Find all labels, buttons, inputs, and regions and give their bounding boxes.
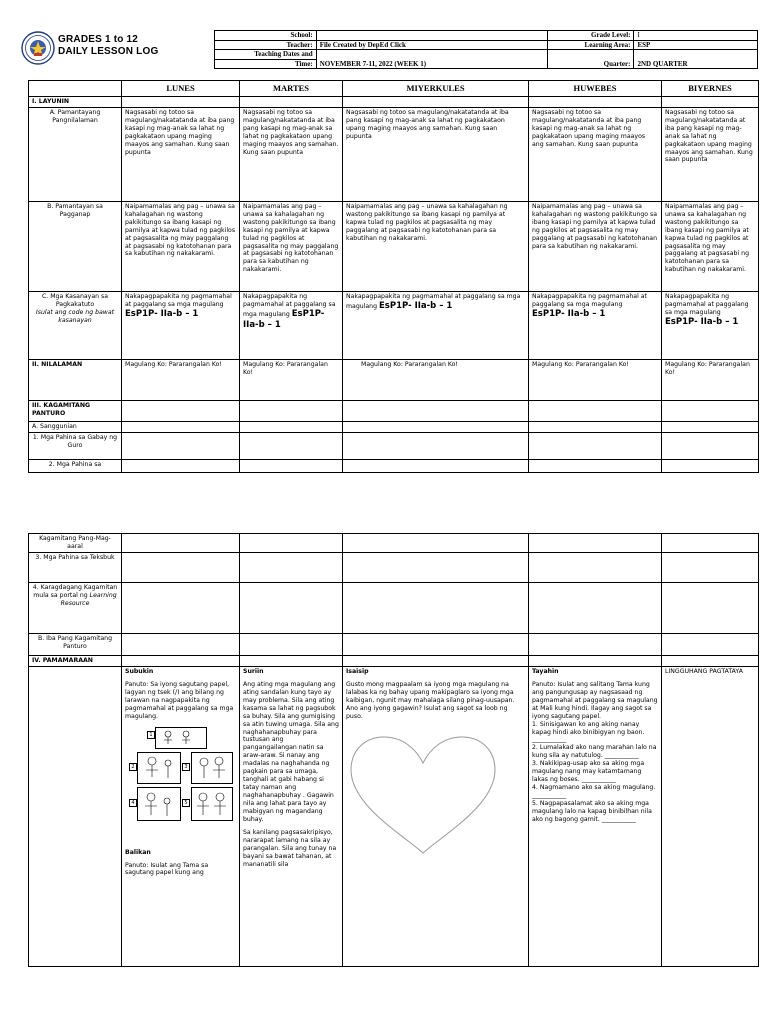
suriin-title: Suriin	[243, 667, 264, 675]
section-kagamitang: III. KAGAMITANG PANTURO	[29, 400, 122, 421]
section-layunin: I. LAYUNIN	[29, 96, 122, 107]
kasanayan-text: Nakapagpapakita ng pagmamahal at paggalang sa mga magulang	[665, 292, 749, 316]
pagganap-martes: Naipamamalas ang pag – unawa sa kahalagahan ng wastong pakikitungo sa ibang kasapi ng pamilya at kapwa tulad ng pagkilos at pagsasalita ng may paggalang at pagsasabi ng katotohanan para sa kabutihan ng nakakarami.	[240, 201, 343, 291]
nilalaman-huwebes: Magulang Ko: Pararangalan Ko!	[529, 359, 662, 400]
subukin-title: Subukin	[125, 667, 154, 675]
picture-number-1: 1	[147, 731, 155, 739]
kasanayan-text: Nakapagpapakita ng pagmamahal at paggalang sa mga magulang	[532, 292, 647, 308]
pamamaraan-label-cell	[29, 666, 122, 966]
kasanayan-code: EsP1P- IIa-b – 1	[532, 308, 606, 319]
quarter-label: Quarter:	[547, 50, 634, 69]
picture-4	[137, 787, 181, 821]
corner-cell	[29, 81, 122, 97]
kasanayan-lunes	[122, 291, 240, 359]
tayahin-item-1: 1. Sinisigawan ko ang aking nanay kapag hindi ako binibigyan ng baon. ___________	[532, 720, 645, 744]
section-pamamaraan: IV. PAMAMARAAN	[29, 656, 122, 667]
sanggunian-label: A. Sanggunian	[29, 421, 122, 432]
kasanayan-miyerkules	[343, 291, 529, 359]
kasanayan-biyernes	[662, 291, 759, 359]
pagganap-huwebes: Naipamamalas ang pag – unawa sa kahalagahan ng wastong pakikitungo sa ibang kasapi ng pamilya at kapwa tulad ng pagkilos at pagsasalita ng may paggalang at pagsasabi ng katotohanan para sa kabutihan ng nakakarami.	[529, 201, 662, 291]
teksbuk-label: 3. Mga Pahina sa Teksbuk	[29, 553, 122, 583]
grade-label: Grade Level:	[547, 31, 634, 41]
kasanayan-martes	[240, 291, 343, 359]
isaisip-text: Gusto mong magpaalam sa iyong mga magulang na lalabas ka ng bahay upang makipaglaro sa iyong mga kaibigan, ngunit may mahalaga silang pinag-uusapan. Ano ang iyong gagawin? Isulat ang sagot sa loob ng puso.	[346, 680, 515, 720]
lesson-log-table-lower	[28, 533, 759, 967]
kasanayan-huwebes	[529, 291, 662, 359]
teacher-label: Teacher:	[215, 40, 317, 50]
tayahin-item-2: 2. Lumalakad ako nang marahan lalo na kung sila ay natutulog. ___________	[532, 744, 657, 760]
pagganap-biyernes: Naipamamalas ang pag – unawa sa kahalagahan ng wastong pakikitungo sa ibang kasapi ng pamilya at kapwa tulad ng pagkilos at pagsasalita ng may paggalang at pagsasabi ng katotohanan para sa kabutihan ng nakakarami.	[662, 201, 759, 291]
kasanayan-code: EsP1P- IIa-b – 1	[125, 308, 199, 319]
family-drawing-icon	[156, 728, 206, 748]
tayahin-intro: Panuto: Isulat ang salitang Tama kung ang pangungusap ay nagsasaad ng pagmamahal at paggalang sa magulang at Mali kung hindi. Ilagay ang sagot sa iyong sagutang papel.	[532, 680, 658, 720]
tayahin-item-3: 3. Nakikipag-usap ako sa aking mga magulang nang may katamtamang lakas ng boses. ___________	[532, 760, 645, 784]
school-value	[316, 31, 547, 41]
header	[18, 28, 758, 72]
area-label: Learning Area:	[547, 40, 634, 50]
picture-5	[191, 787, 233, 821]
nilalaman-lunes: Magulang Ko: Pararangalan Ko!	[122, 359, 240, 400]
pagganap-miyerkules: Naipamamalas ang pag – unawa sa kahalagahan ng wastong pakikitungo sa ibang kasapi ng pamilya at kapwa tulad ng pagkilos at pagsasalita ng may paggalang at pagsasabi ng katotohanan para sa kabutihan ng nakakarami.	[343, 201, 529, 291]
quarter-value: 2ND QUARTER	[634, 50, 758, 69]
day-header-huwebes: HUWEBES	[529, 81, 662, 97]
iba-label: B. Iba Pang Kagamitang Panturo	[29, 634, 122, 656]
header-info-table	[214, 30, 758, 69]
gabay-label: 1. Mga Pahina sa Gabay ng Guro	[29, 432, 122, 459]
pamantayang-label: A. Pamantayang Pangnilalaman	[29, 107, 122, 201]
nilalaman-biyernes: Magulang Ko: Pararangalan Ko!	[662, 359, 759, 400]
pamantayang-biyernes: Nagsasabi ng totoo sa magulang/nakatatanda at iba pang kasapi ng mag-anak sa lahat ng pagkakataon upang maging maayos ang samahan. Kung saan pupunta	[662, 107, 759, 201]
pamantayang-miyerkules: Nagsasabi ng totoo sa magulang/nakatatanda at iba pang kasapi ng mag-anak sa lahat ng pagkakataon upang maging maayos ang samahan. Kung saan pupunta	[343, 107, 529, 201]
picture-number-2: 2	[129, 763, 137, 771]
karagdagang-label-cell	[29, 583, 122, 634]
people-drawing-icon	[192, 788, 232, 820]
tayahin-title: Tayahin	[532, 667, 559, 675]
isaisip-title: Isaisip	[346, 667, 369, 675]
subukin-pictures	[125, 725, 235, 845]
section-nilalaman: II. NILALAMAN	[29, 359, 122, 400]
suriin-text: Ang ating mga magulang ang ating sandalan kung tayo ay may problema. Sila ang ating kasama sa lahat ng pagsubok sa buhay. Sila ang gumigising sa atin tuwing umaga. Sila ang naghahanapbuhay para tustusan ang pangangailangan natin sa araw-araw. Si nanay ang madalas na naghahanda ng pagkain para sa umaga, tanghali at gabi habang si tatay naman ang naghahanapbuhay . Gagawin nila ang lahat para tayo ay mabigyan ng magandang buhay.	[243, 680, 339, 823]
pagganap-lunes: Naipamamalas ang pag – unawa sa kahalagahan ng wastong pakikitungo sa ibang kasapi ng pamilya at kapwa tulad ng pagkilos at pagsasalita ng may paggalang at pagsasabi ng katotohanan para sa kabutihan ng nakakarami.	[122, 201, 240, 291]
tayahin-item-4: 4. Nagmamano ako sa aking magulang. ___________	[532, 784, 656, 799]
day-header-miyerkules: MIYERKULES	[343, 81, 529, 97]
day-header-biyernes: BIYERNES	[662, 81, 759, 97]
pamantayang-lunes: Nagsasabi ng totoo sa magulang/nakatatanda at iba pang kasapi ng mag-anak sa lahat ng pagkakataon upang maging maayos ang samahan. Kung saan pupunta	[122, 107, 240, 201]
people-drawing-icon	[138, 753, 180, 783]
picture-3	[191, 752, 233, 784]
picture-number-5: 5	[182, 799, 190, 807]
day-header-martes: MARTES	[240, 81, 343, 97]
suriin-text-2: Sa kanilang pagsasakripisyo, nararapat lamang na sila ay parangalan. Sila ang tunay na bayani sa bawat tahanan, at mananatili sila	[243, 828, 337, 868]
kasanayan-text: Nakapagpapakita ng pagmamahal at paggalang sa mga magulang	[346, 292, 521, 310]
kasanayan-text: Nakapagpapakita ng pagmamahal at paggalang sa mga magulang	[125, 292, 232, 308]
tayahin-item-5: 5. Nagpapasalamat ako sa aking mga magulang lalo na kapag binibilhan nila ako ng bagong gamit. ___________	[532, 799, 652, 823]
dates-label-1: Teaching Dates and	[215, 50, 317, 60]
pamantayang-huwebes: Nagsasabi ng totoo sa magulang/nakatatanda at iba pang kasapi ng mag-anak sa lahat ng pagkakataon upang maging maayos ang samahan. Kung saan pupunta	[529, 107, 662, 201]
picture-2	[137, 752, 181, 784]
school-label: School:	[215, 31, 317, 41]
people-drawing-icon	[138, 788, 180, 820]
kasanayan-note: Isulat ang code ng bawat kasanayan	[35, 308, 115, 324]
page-title: GRADES 1 to 12	[58, 34, 139, 45]
kasanayan-code: EsP1P- IIa-b – 1	[243, 308, 325, 330]
balikan-text: Panuto: Isulat ang Tama sa sagutang papel kung ang	[125, 861, 209, 877]
area-value: ESP	[634, 40, 758, 50]
pamamaraan-lunes	[122, 666, 240, 966]
kasanayan-code: EsP1P- IIa-b – 1	[379, 300, 453, 311]
lesson-log-table-upper	[28, 80, 759, 473]
dates-label-2: Time:	[215, 59, 317, 69]
heart-outline-icon	[348, 735, 498, 855]
nilalaman-martes: Magulang Ko: Pararangalan Ko!	[240, 359, 343, 400]
kasanayan-text: Nakapagpapakita ng pagmamahal at paggalang sa mga magulang	[243, 292, 336, 318]
karagdagang-italic: Learning Resource	[60, 591, 117, 607]
grade-value: I	[634, 31, 758, 41]
pagganap-label: B. Pamantayan sa Pagganap	[29, 201, 122, 291]
pamamaraan-huwebes	[529, 666, 662, 966]
dates-value: NOVEMBER 7-11, 2022 (WEEK 1)	[316, 50, 547, 69]
page-subtitle: DAILY LESSON LOG	[58, 46, 159, 57]
kasanayan-label-cell	[29, 291, 122, 359]
pamamaraan-biyernes: LINGGUHANG PAGTATAYA	[662, 666, 759, 966]
picture-1	[155, 727, 207, 749]
picture-number-3: 3	[182, 763, 190, 771]
karagdagang-label: 4. Karagdagang Kagamitan mula sa portal ng	[32, 584, 118, 599]
subukin-text: Panuto: Sa iyong sagutang papel, lagyan ng tsek (/) ang bilang ng larawan na nagpapakita ng pagmamahal at paggalang sa mga magulang.	[125, 680, 234, 720]
pamamaraan-miyerkules	[343, 666, 529, 966]
picture-number-4: 4	[129, 799, 137, 807]
deped-seal-icon	[21, 31, 55, 65]
day-header-lunes: LUNES	[122, 81, 240, 97]
kasanayan-code: EsP1P- IIa-b – 1	[665, 316, 739, 327]
people-drawing-icon	[192, 753, 232, 783]
nilalaman-miyerkules: Magulang Ko: Pararangalan Ko!	[343, 359, 529, 400]
teacher-value: File Created by DepEd Click	[316, 40, 547, 50]
balikan-title: Balikan	[125, 848, 151, 856]
pahina2-label-b: Kagamitang Pang-Mag-aaral	[29, 534, 122, 553]
pamamaraan-martes	[240, 666, 343, 966]
kasanayan-label: C. Mga Kasanayan sa Pagkakatuto	[41, 292, 109, 308]
pahina2-label-a: 2. Mga Pahina sa	[29, 459, 122, 472]
pamantayang-martes: Nagsasabi ng totoo sa magulang/nakatatanda at iba pang kasapi ng mag-anak sa lahat ng pagkakataon upang maging maayos ang samahan. Kung saan pupunta	[240, 107, 343, 201]
